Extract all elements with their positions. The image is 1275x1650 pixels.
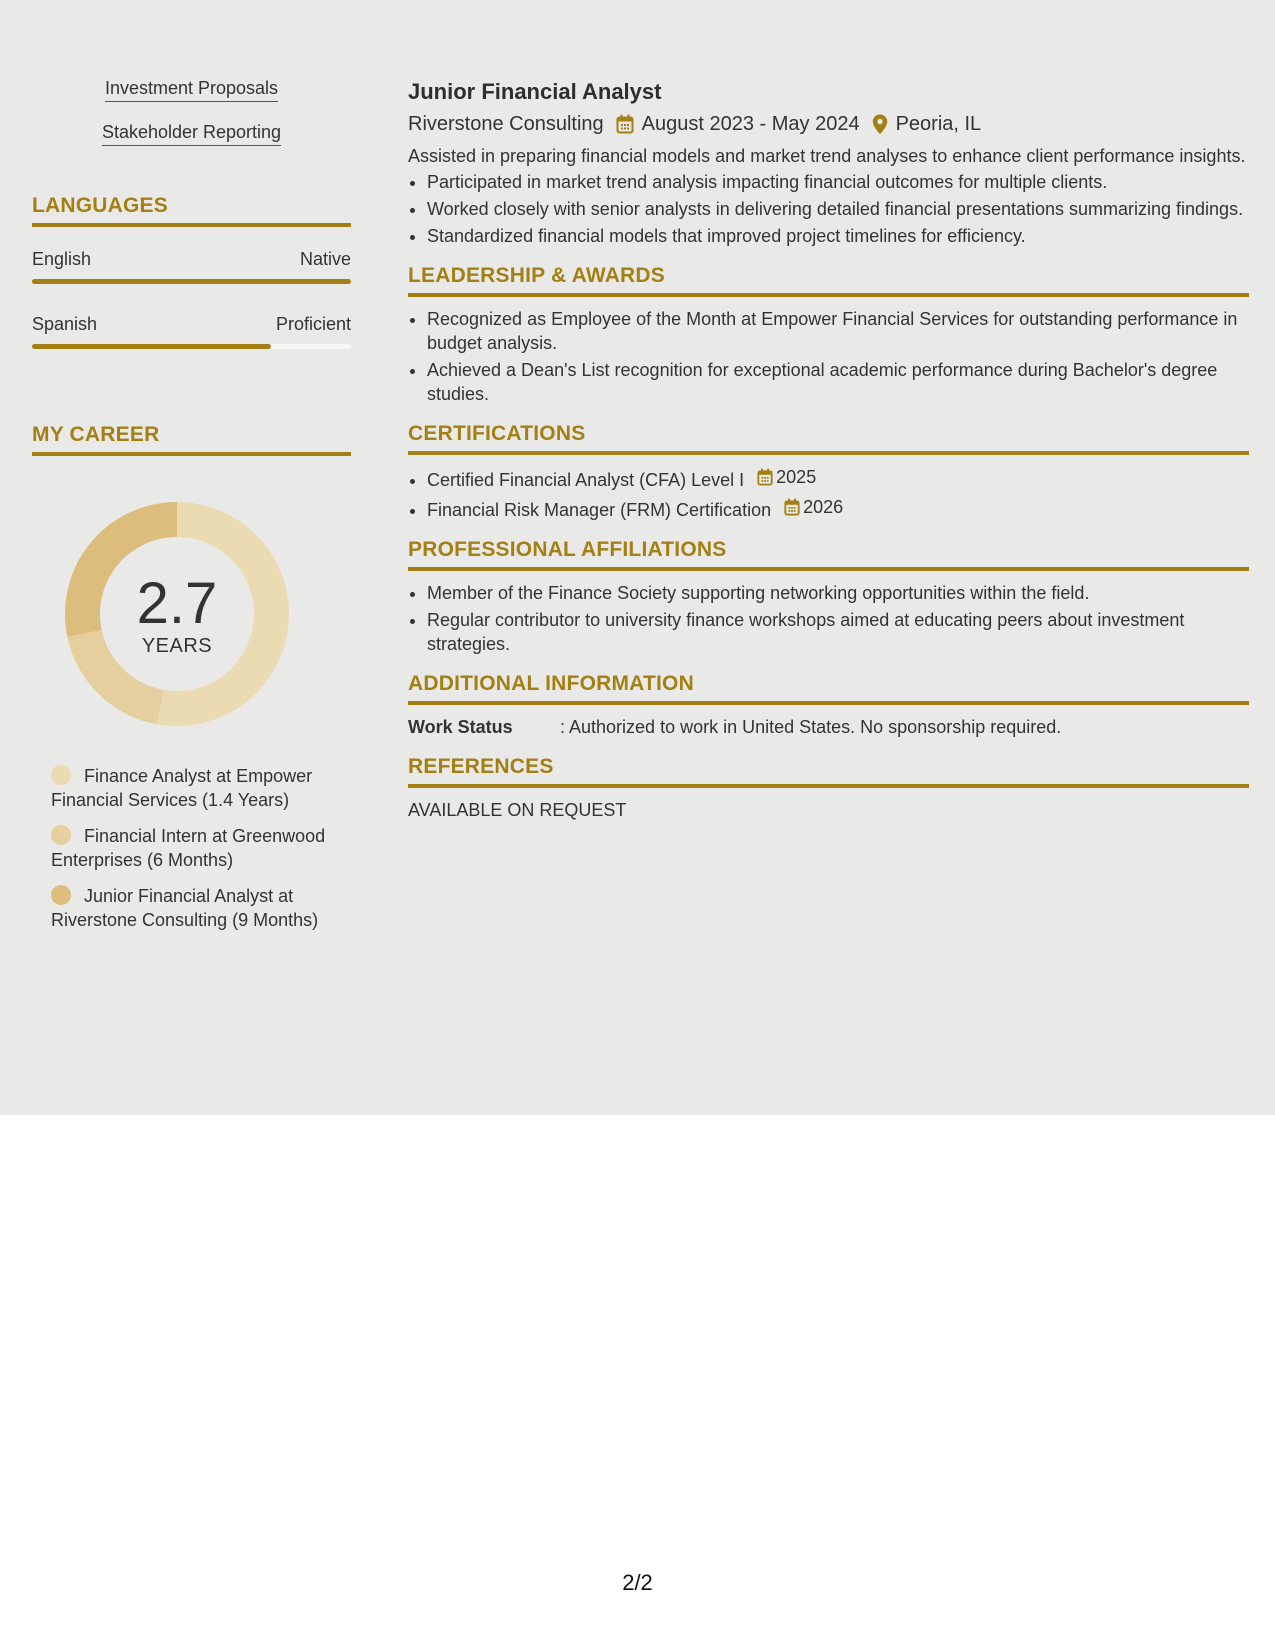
- list-item: • Worked closely with senior analysts in delivering detailed financial presentations summarizing findings.: [427, 197, 1249, 221]
- references-heading: REFERENCES: [408, 753, 1249, 788]
- career-heading: MY CAREER: [32, 421, 351, 456]
- affiliations-heading: PROFESSIONAL AFFILIATIONS: [408, 536, 1249, 571]
- job-company: Riverstone Consulting: [408, 113, 604, 135]
- calendar-icon: [784, 498, 800, 516]
- language-level: Proficient: [275, 314, 351, 334]
- left-column: [32, 76, 351, 944]
- donut-center: [63, 500, 291, 728]
- certification-year: 2026: [803, 497, 844, 517]
- legend-label: Finance Analyst at Empower Financial Services (1.4 Years): [51, 766, 313, 810]
- legend-label: Financial Intern at Greenwood Enterprises (6 Months): [51, 826, 326, 870]
- legend-item: [51, 884, 341, 932]
- language-name: English: [32, 249, 92, 269]
- location-pin-icon: [872, 114, 888, 135]
- work-status-value: : Authorized to work in United States. No sponsorship required.: [560, 717, 1062, 737]
- leadership-heading: LEADERSHIP & AWARDS: [408, 262, 1249, 297]
- languages-heading: LANGUAGES: [32, 192, 351, 227]
- work-status-row: [408, 715, 1249, 739]
- list-item: • Standardized financial models that improved project timelines for efficiency.: [427, 224, 1249, 248]
- certification-item: [427, 465, 1249, 492]
- calendar-icon: [616, 114, 634, 134]
- language-level: Native: [299, 249, 351, 269]
- career-years-unit: YEARS: [141, 635, 213, 657]
- job-dates: August 2023 - May 2024: [641, 113, 860, 135]
- references-text: AVAILABLE ON REQUEST: [408, 800, 627, 820]
- career-donut-chart: [63, 500, 291, 728]
- list-item: • Achieved a Dean's List recognition for exceptional academic performance during Bachelor's degree studies.: [427, 358, 1249, 406]
- language-item-spanish: [32, 312, 351, 349]
- skill-link-investment-proposals[interactable]: Investment Proposals: [105, 76, 278, 102]
- job-title: Junior Financial Analyst: [408, 79, 662, 104]
- certification-year: 2025: [776, 467, 817, 487]
- affiliations-section: [408, 536, 1249, 656]
- career-legend: [51, 764, 341, 932]
- certifications-section: [408, 420, 1249, 522]
- certification-name: Certified Financial Analyst (CFA) Level I: [427, 470, 745, 490]
- leadership-section: [408, 262, 1249, 406]
- language-level-fill: [32, 344, 271, 349]
- work-status-label: Work Status: [408, 717, 513, 737]
- certification-name: Financial Risk Manager (FRM) Certification: [427, 500, 772, 520]
- list-item: • Member of the Finance Society supporting networking opportunities within the field.: [427, 581, 1249, 605]
- additional-info-heading: ADDITIONAL INFORMATION: [408, 670, 1249, 705]
- job-summary: Assisted in preparing financial models and market trend analyses to enhance client performance insights.: [408, 146, 1246, 166]
- language-item-english: [32, 247, 351, 284]
- language-level-bar: [32, 344, 351, 349]
- additional-info-section: [408, 670, 1249, 739]
- legend-item: [51, 824, 341, 872]
- job-meta: [408, 110, 1249, 138]
- career-total-years: 2.7: [136, 571, 218, 636]
- calendar-icon: [757, 468, 773, 486]
- references-section: [408, 753, 1249, 822]
- certifications-heading: CERTIFICATIONS: [408, 420, 1249, 455]
- job-location: Peoria, IL: [895, 113, 982, 135]
- language-name: Spanish: [32, 314, 98, 334]
- skill-link-stakeholder-reporting[interactable]: Stakeholder Reporting: [102, 120, 281, 146]
- list-item: • Recognized as Employee of the Month at Empower Financial Services for outstanding performance in budget analysis.: [427, 307, 1249, 355]
- list-item: • Participated in market trend analysis impacting financial outcomes for multiple clients.: [427, 170, 1249, 194]
- job-bullets: [408, 170, 1249, 248]
- legend-label: Junior Financial Analyst at Riverstone Consulting (9 Months): [51, 886, 319, 930]
- right-column: [408, 78, 1249, 822]
- legend-dot: [51, 885, 71, 905]
- legend-dot: [51, 825, 71, 845]
- page-number: 2/2: [622, 1570, 653, 1595]
- certification-item: [427, 495, 1249, 522]
- legend-item: [51, 764, 341, 812]
- legend-dot: [51, 765, 71, 785]
- language-level-fill: [32, 279, 351, 284]
- list-item: • Regular contributor to university finance workshops aimed at educating peers about investment strategies.: [427, 608, 1249, 656]
- language-level-bar: [32, 279, 351, 284]
